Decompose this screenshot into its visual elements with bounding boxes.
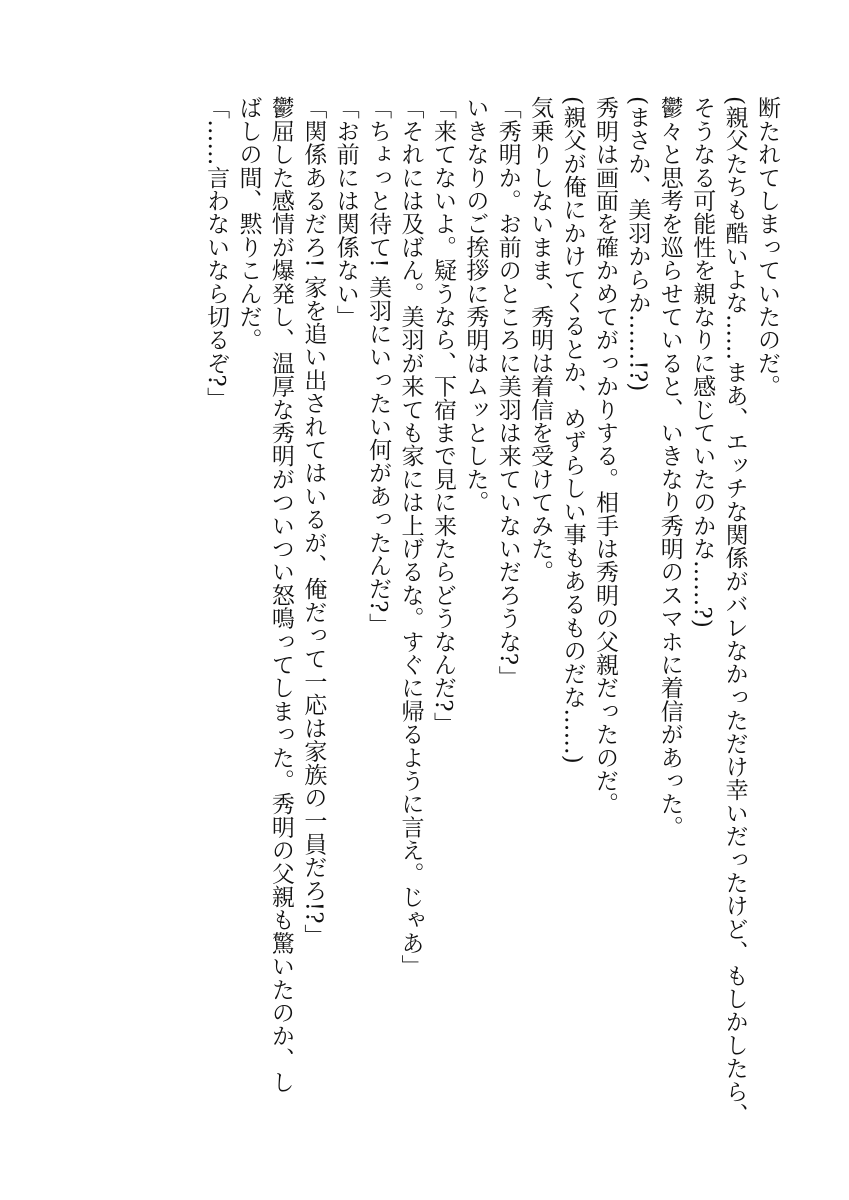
- text-line: 秀明は画面を確かめてがっかりする。相手は秀明の父親だったのだ。: [591, 96, 618, 816]
- text-line: 「秀明か。お前のところに美羽は来ていないだろうな?」: [494, 96, 521, 689]
- text-line: 「ちょっと待て! 美羽にいったい何があったんだ?」: [365, 96, 392, 636]
- text-line: (親父たちも酷いよな……まあ、エッチな関係がバレなかっただけ幸いだったけど、もしかしたら、: [721, 96, 748, 1126]
- text-line: そうなる可能性を親なりに感じていたのかな……?): [689, 96, 716, 629]
- text-line: 鬱々と思考を巡らせていると、いきなり秀明のスマホに着信があった。: [656, 96, 683, 839]
- text-line: 「……言わないなら切るぞ?」: [203, 96, 230, 411]
- text-line: 「来てないよ。疑うなら、下宿まで見に来たらどうなんだ?」: [429, 96, 456, 735]
- text-line: (まさか、美羽からか……!?): [624, 96, 651, 392]
- text-line: ばしの間、黙りこんだ。: [235, 96, 262, 352]
- text-line: (親父が俺にかけてくるとか、めずらしい事もあるものだな……): [559, 96, 586, 764]
- text-line: 断たれてしまっていたのだ。: [754, 96, 780, 398]
- text-line: 鬱屈した感情が爆発し、温厚な秀明がついつい怒鳴ってしまった。秀明の父親も驚いたのか、し: [267, 96, 294, 1094]
- text-line: いきなりのご挨拶に秀明はムッとした。: [462, 96, 489, 514]
- text-line: 「それには及ばん。美羽が来ても家には上げるな。すぐに帰るように言え。じゃあ」: [397, 96, 424, 978]
- text-line: 「関係あるだろ! 家を追い出されてはいるが、俺だって一応は家族の一員だろ!?」: [300, 96, 327, 947]
- vertical-text-body: [200, 96, 783, 1136]
- text-line: 気乗りしないまま、秀明は着信を受けてみた。: [527, 96, 554, 584]
- text-line: 「お前には関係ない」: [332, 96, 359, 328]
